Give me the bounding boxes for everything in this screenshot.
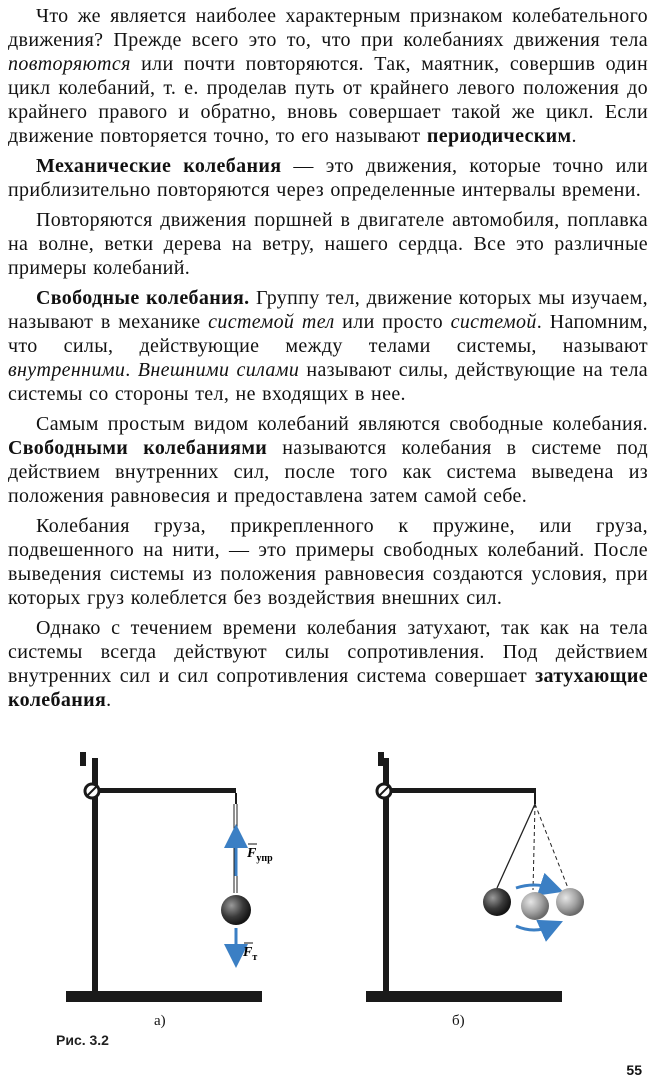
text-run: . xyxy=(571,125,577,147)
swing-arrow-bottom xyxy=(516,926,552,930)
thread-pendulum-b xyxy=(483,804,584,930)
paragraph xyxy=(8,514,648,610)
ball-b-center xyxy=(521,892,549,920)
bold-term: Свободные колебания. xyxy=(36,287,250,309)
text-run: или почти повторяются. Так, маятник, совершив один цикл колебаний, т. е. проделав путь от крайнего левого положения до крайнего правого и обратно, вновь совершает такой же цикл. Если движение повторяется точно, то его называют xyxy=(8,53,648,147)
paragraph xyxy=(8,154,648,202)
bold-term: затухающие колебания xyxy=(8,665,648,711)
force-upper-label: $F_{упр}$ xyxy=(247,846,273,864)
text-run: Самым простым видом колебаний являются свободные колебания. xyxy=(36,413,648,435)
body-text xyxy=(8,4,648,718)
figure-label-b: б) xyxy=(452,1013,465,1029)
page-number: 55 xyxy=(626,1062,642,1078)
text-run: Повторяются движения поршней в двигателе автомобиля, поплавка на волне, ветки дерева на ветру, нашего сердца. Все это различные примеры колебаний. xyxy=(8,209,648,279)
text-run: Колебания груза, прикрепленного к пружине, или груза, подвешенного на нити, — это примеры свободных колебаний. После выведения системы из положения равновесия создаются условия, при которых груз колеблется без воздействия внешних сил. xyxy=(8,515,648,609)
paragraph xyxy=(8,286,648,406)
text-run: или просто xyxy=(334,311,451,333)
text-run: называются колебания в системе под действием внутренних сил, после того как система выведена из положения равновесия и предоставлена затем самой себе. xyxy=(8,437,648,507)
figure-caption: Рис. 3.2 xyxy=(56,1032,109,1048)
text-run: Что же является наиболее характерным признаком колебательного движения? Прежде всего это то, что при колебаниях движения тела xyxy=(8,5,648,51)
italic-term: Внешними силами xyxy=(137,359,300,381)
bold-term: Свободными колебаниями xyxy=(8,437,268,459)
paragraph xyxy=(8,412,648,508)
swing-arrow-top xyxy=(516,885,552,888)
ball-b-left xyxy=(483,888,511,916)
paragraph xyxy=(8,4,648,148)
bold-term: периодическим xyxy=(426,125,572,147)
text-run: . Напомним, что силы, действующие между телами системы, называют xyxy=(8,311,648,357)
figure-drawing xyxy=(0,748,656,1068)
italic-term: системой xyxy=(450,311,537,333)
spring-pendulum-a xyxy=(221,804,273,963)
italic-term: повторяются xyxy=(8,53,131,75)
paragraph xyxy=(8,208,648,280)
text-run: . xyxy=(125,359,138,381)
text-run: Группу тел, движение которых мы изучаем, называют в механике xyxy=(8,287,648,333)
figure-3-2 xyxy=(0,748,656,1068)
italic-term: внутренними xyxy=(8,359,126,381)
text-run: Однако с течением времени колебания затухают, так как на тела системы всегда действуют силы сопротивления. Под действием внутренних сил и сил сопротивления система совершает xyxy=(8,617,648,687)
figure-label-a: а) xyxy=(154,1013,166,1029)
text-run: — это движения, которые точно или приблизительно повторяются через определенные интервалы времени. xyxy=(8,155,648,201)
ball-b-right xyxy=(556,888,584,916)
force-lower-label: $F_т$ xyxy=(243,945,258,963)
stand-b xyxy=(366,752,562,1002)
ball-a xyxy=(221,895,251,925)
bold-term: Механические колебания xyxy=(36,155,282,177)
italic-term: системой тел xyxy=(208,311,335,333)
text-run: . xyxy=(106,689,112,711)
text-run: называют силы, действующие на тела системы со стороны тел, не входящих в нее. xyxy=(8,359,649,405)
stand-a xyxy=(66,752,262,1002)
paragraph xyxy=(8,616,648,712)
